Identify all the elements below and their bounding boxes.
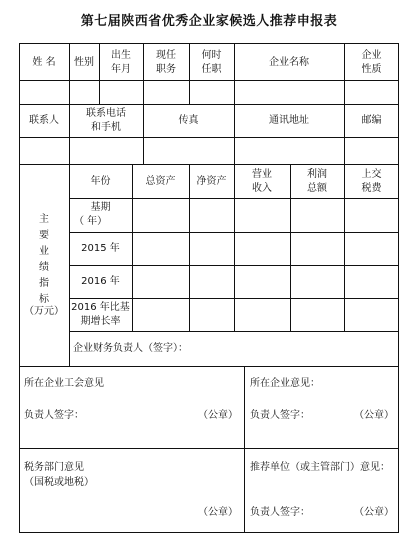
growth-rate-label: 期增长率 xyxy=(80,316,121,327)
tax-dept-opinion-label: 税务部门意见 xyxy=(24,462,84,473)
recommender-opinion-label: 推荐单位（或主管部门）意见： xyxy=(250,462,390,473)
performance-indicators-label: 主要业绩指标 xyxy=(39,214,49,305)
company-name-label: 企业名称 xyxy=(269,57,309,68)
row-line xyxy=(19,448,399,449)
row-line xyxy=(69,331,399,332)
tenure-label: 任职 xyxy=(201,64,222,75)
enterprise-seal-label: （公章） xyxy=(354,410,394,421)
revenue-header: 营业 xyxy=(252,169,272,180)
col-line xyxy=(69,164,70,366)
col-line xyxy=(143,104,144,164)
tax-dept-seal-label: （公章） xyxy=(198,507,238,518)
tenure-label: 何时 xyxy=(201,50,222,61)
union-opinion-label: 所在企业工会意见 xyxy=(24,378,104,389)
year-header: 年份 xyxy=(90,176,111,187)
profit-header: 总额 xyxy=(307,183,327,194)
base-period-year: （ 年） xyxy=(74,216,108,227)
enterprise-signer-label: 负责人签字： xyxy=(250,410,310,421)
gender-label: 性别 xyxy=(74,57,94,68)
fax-label: 传真 xyxy=(178,115,199,126)
union-seal-label: （公章） xyxy=(198,410,238,421)
revenue-header: 收入 xyxy=(252,183,272,194)
col-line xyxy=(344,104,345,164)
tax-header: 上交 xyxy=(361,169,382,180)
company-nature-label: 企业 xyxy=(361,50,382,61)
postcode-label: 邮编 xyxy=(361,115,382,126)
col-line xyxy=(189,164,190,331)
total-assets-header: 总资产 xyxy=(145,176,176,187)
col-line xyxy=(244,366,245,533)
recommender-signer-label: 负责人签字： xyxy=(250,507,310,518)
profit-header: 利润 xyxy=(307,169,327,180)
birth-label: 年月 xyxy=(111,64,131,75)
form-title: 第七届陕西省优秀企业家候选人推荐申报表 xyxy=(80,14,338,29)
col-line xyxy=(234,104,235,164)
row-line xyxy=(19,137,399,138)
enterprise-opinion-label: 所在企业意见： xyxy=(250,378,320,389)
union-signer-label: 负责人签字： xyxy=(24,410,84,421)
year-2015-label: 2015 年 xyxy=(81,243,120,254)
col-line xyxy=(234,43,235,104)
position-label: 现任 xyxy=(156,50,176,61)
contact-label: 联系人 xyxy=(29,115,59,126)
performance-unit-label: （万元） xyxy=(24,306,64,317)
base-period-label: 基期 xyxy=(90,202,111,213)
row-line xyxy=(19,80,399,81)
phone-label: 和手机 xyxy=(91,122,121,133)
tax-header: 税费 xyxy=(361,183,382,194)
year-2016-label: 2016 年 xyxy=(81,276,120,287)
row-line xyxy=(19,164,399,165)
col-line xyxy=(69,43,70,104)
birth-label: 出生 xyxy=(111,50,131,61)
address-label: 通讯地址 xyxy=(269,115,309,126)
position-label: 职务 xyxy=(156,64,176,75)
recommender-seal-label: （公章） xyxy=(354,507,394,518)
finance-officer-signature: 企业财务负责人（签字）： xyxy=(73,343,188,354)
net-assets-header: 净资产 xyxy=(196,176,227,187)
name-label: 姓 名 xyxy=(32,57,56,68)
company-nature-label: 性质 xyxy=(361,64,382,75)
row-line xyxy=(19,366,399,367)
phone-label: 联系电话 xyxy=(86,108,126,119)
growth-rate-label: 2016 年比基 xyxy=(71,302,130,313)
row-line xyxy=(19,104,399,105)
col-line xyxy=(132,164,133,331)
tax-dept-opinion-note: （国税或地税） xyxy=(24,477,94,488)
